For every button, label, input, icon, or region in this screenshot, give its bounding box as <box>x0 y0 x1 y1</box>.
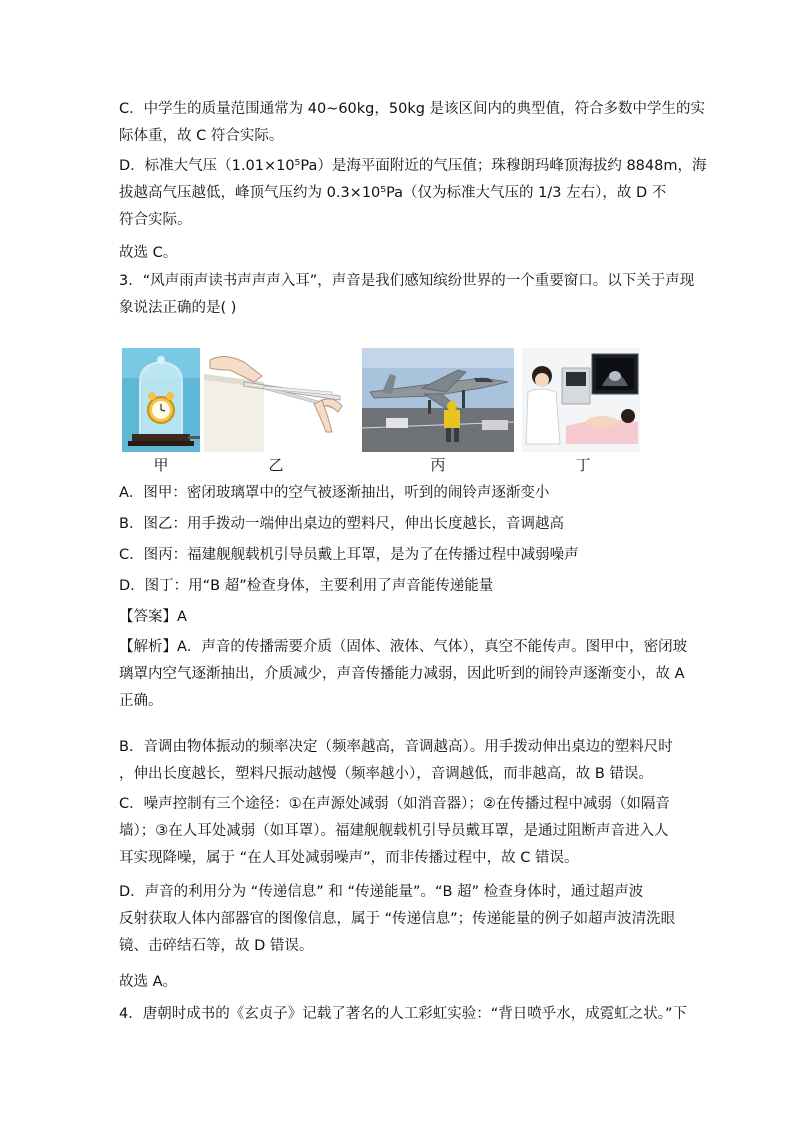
text-line: 3．“风声雨声读书声声声入耳”，声音是我们感知缤纷世界的一个重要窗口。以下关于声现 <box>119 273 695 289</box>
text-line: ，伸出长度越长，塑料尺振动越慢（频率越小），音调越低，而非越高，故 B 错误。 <box>119 766 653 782</box>
text-line: 故选 C。 <box>119 245 178 261</box>
text-line: 墙）；③在人耳处减弱（如耳罩）。福建舰舰载机引导员戴耳罩，是通过阻断声音进入人 <box>119 823 669 839</box>
paragraph-selection-a <box>119 969 679 996</box>
text-line: D．声音的利用分为 “传递信息” 和 “传递能量”。“B 超” 检查身体时，通过超声波 <box>119 884 644 900</box>
explanation-a <box>119 634 688 715</box>
text-line: 际体重，故 C 符合实际。 <box>119 128 284 144</box>
text-line: 故选 A。 <box>119 974 178 990</box>
figure-caption-jia: 甲 <box>153 456 169 474</box>
text-line: 4．唐朝时成书的《玄贞子》记载了著名的人工彩虹实验：“背日喷乎水，成霓虹之状。”下 <box>119 1006 687 1022</box>
figure-caption-yi: 乙 <box>268 456 284 474</box>
figure-ultrasound <box>522 348 640 452</box>
text-line: 符合实际。 <box>119 212 192 228</box>
text-line: 耳实现降噪，属于 “在人耳处减弱噪声”，而非传播过程中，故 C 错误。 <box>119 850 579 866</box>
text-line: 反射获取人体内部器官的图像信息，属于 “传递信息”；传递能量的例子如超声波清洗眼 <box>119 911 676 927</box>
option-c: C．图丙：福建舰舰载机引导员戴上耳罩，是为了在传播过程中减弱噪声 <box>119 547 579 563</box>
explanation-d <box>119 879 679 960</box>
text-line: 正确。 <box>119 693 163 709</box>
figure-ruler <box>204 348 352 452</box>
figure-bell-jar <box>122 348 200 452</box>
text-line: 镜、击碎结石等，故 D 错误。 <box>119 938 314 954</box>
text-line: B．音调由物体振动的频率决定（频率越高，音调越高）。用手拨动伸出桌边的塑料尺时 <box>119 739 673 755</box>
text-line: 璃罩内空气逐渐抽出，介质减少，声音传播能力减弱，因此听到的闹铃声逐渐变小，故 A <box>119 666 685 682</box>
paragraph-option-d-analysis <box>119 153 707 234</box>
text-line: D．标准大气压（1.01×10⁵Pa）是海平面附近的气压值；珠穆朗玛峰顶海拔约 8848m，海 <box>119 158 707 174</box>
paragraph-selection-c <box>119 240 679 267</box>
paragraph-option-c-analysis <box>119 96 706 150</box>
explanation-c <box>119 791 679 872</box>
question-3-stem <box>119 268 695 322</box>
option-d: D．图丁：用“B 超”检查身体，主要利用了声音能传递能量 <box>119 578 494 594</box>
figure-caption-bing: 丙 <box>430 456 446 474</box>
text-line: 【解析】A．声音的传播需要介质（固体、液体、气体），真空不能传声。图甲中，密闭玻 <box>119 639 688 655</box>
figure-caption-ding: 丁 <box>575 456 591 474</box>
answer-line: 【答案】A <box>119 609 187 625</box>
explanation-b <box>119 734 679 788</box>
text-line: C．中学生的质量范围通常为 40~60kg，50kg 是该区间内的典型值，符合多数中学生的实 <box>119 101 706 117</box>
text-line: C．噪声控制有三个途径：①在声源处减弱（如消音器）；②在传播过程中减弱（如隔音 <box>119 796 670 812</box>
figure-carrier-jet <box>362 348 514 452</box>
option-a: A．图甲：密闭玻璃罩中的空气被逐渐抽出，听到的闹铃声逐渐变小 <box>119 485 550 501</box>
question-4-stem <box>119 1001 687 1028</box>
text-line: 象说法正确的是( ) <box>119 300 237 316</box>
option-b: B．图乙：用手拨动一端伸出桌边的塑料尺，伸出长度越长，音调越高 <box>119 516 564 532</box>
text-line: 拔越高气压越低，峰顶气压约为 0.3×10⁵Pa（仅为标准大气压的 1/3 左右），故 D 不 <box>119 185 667 201</box>
